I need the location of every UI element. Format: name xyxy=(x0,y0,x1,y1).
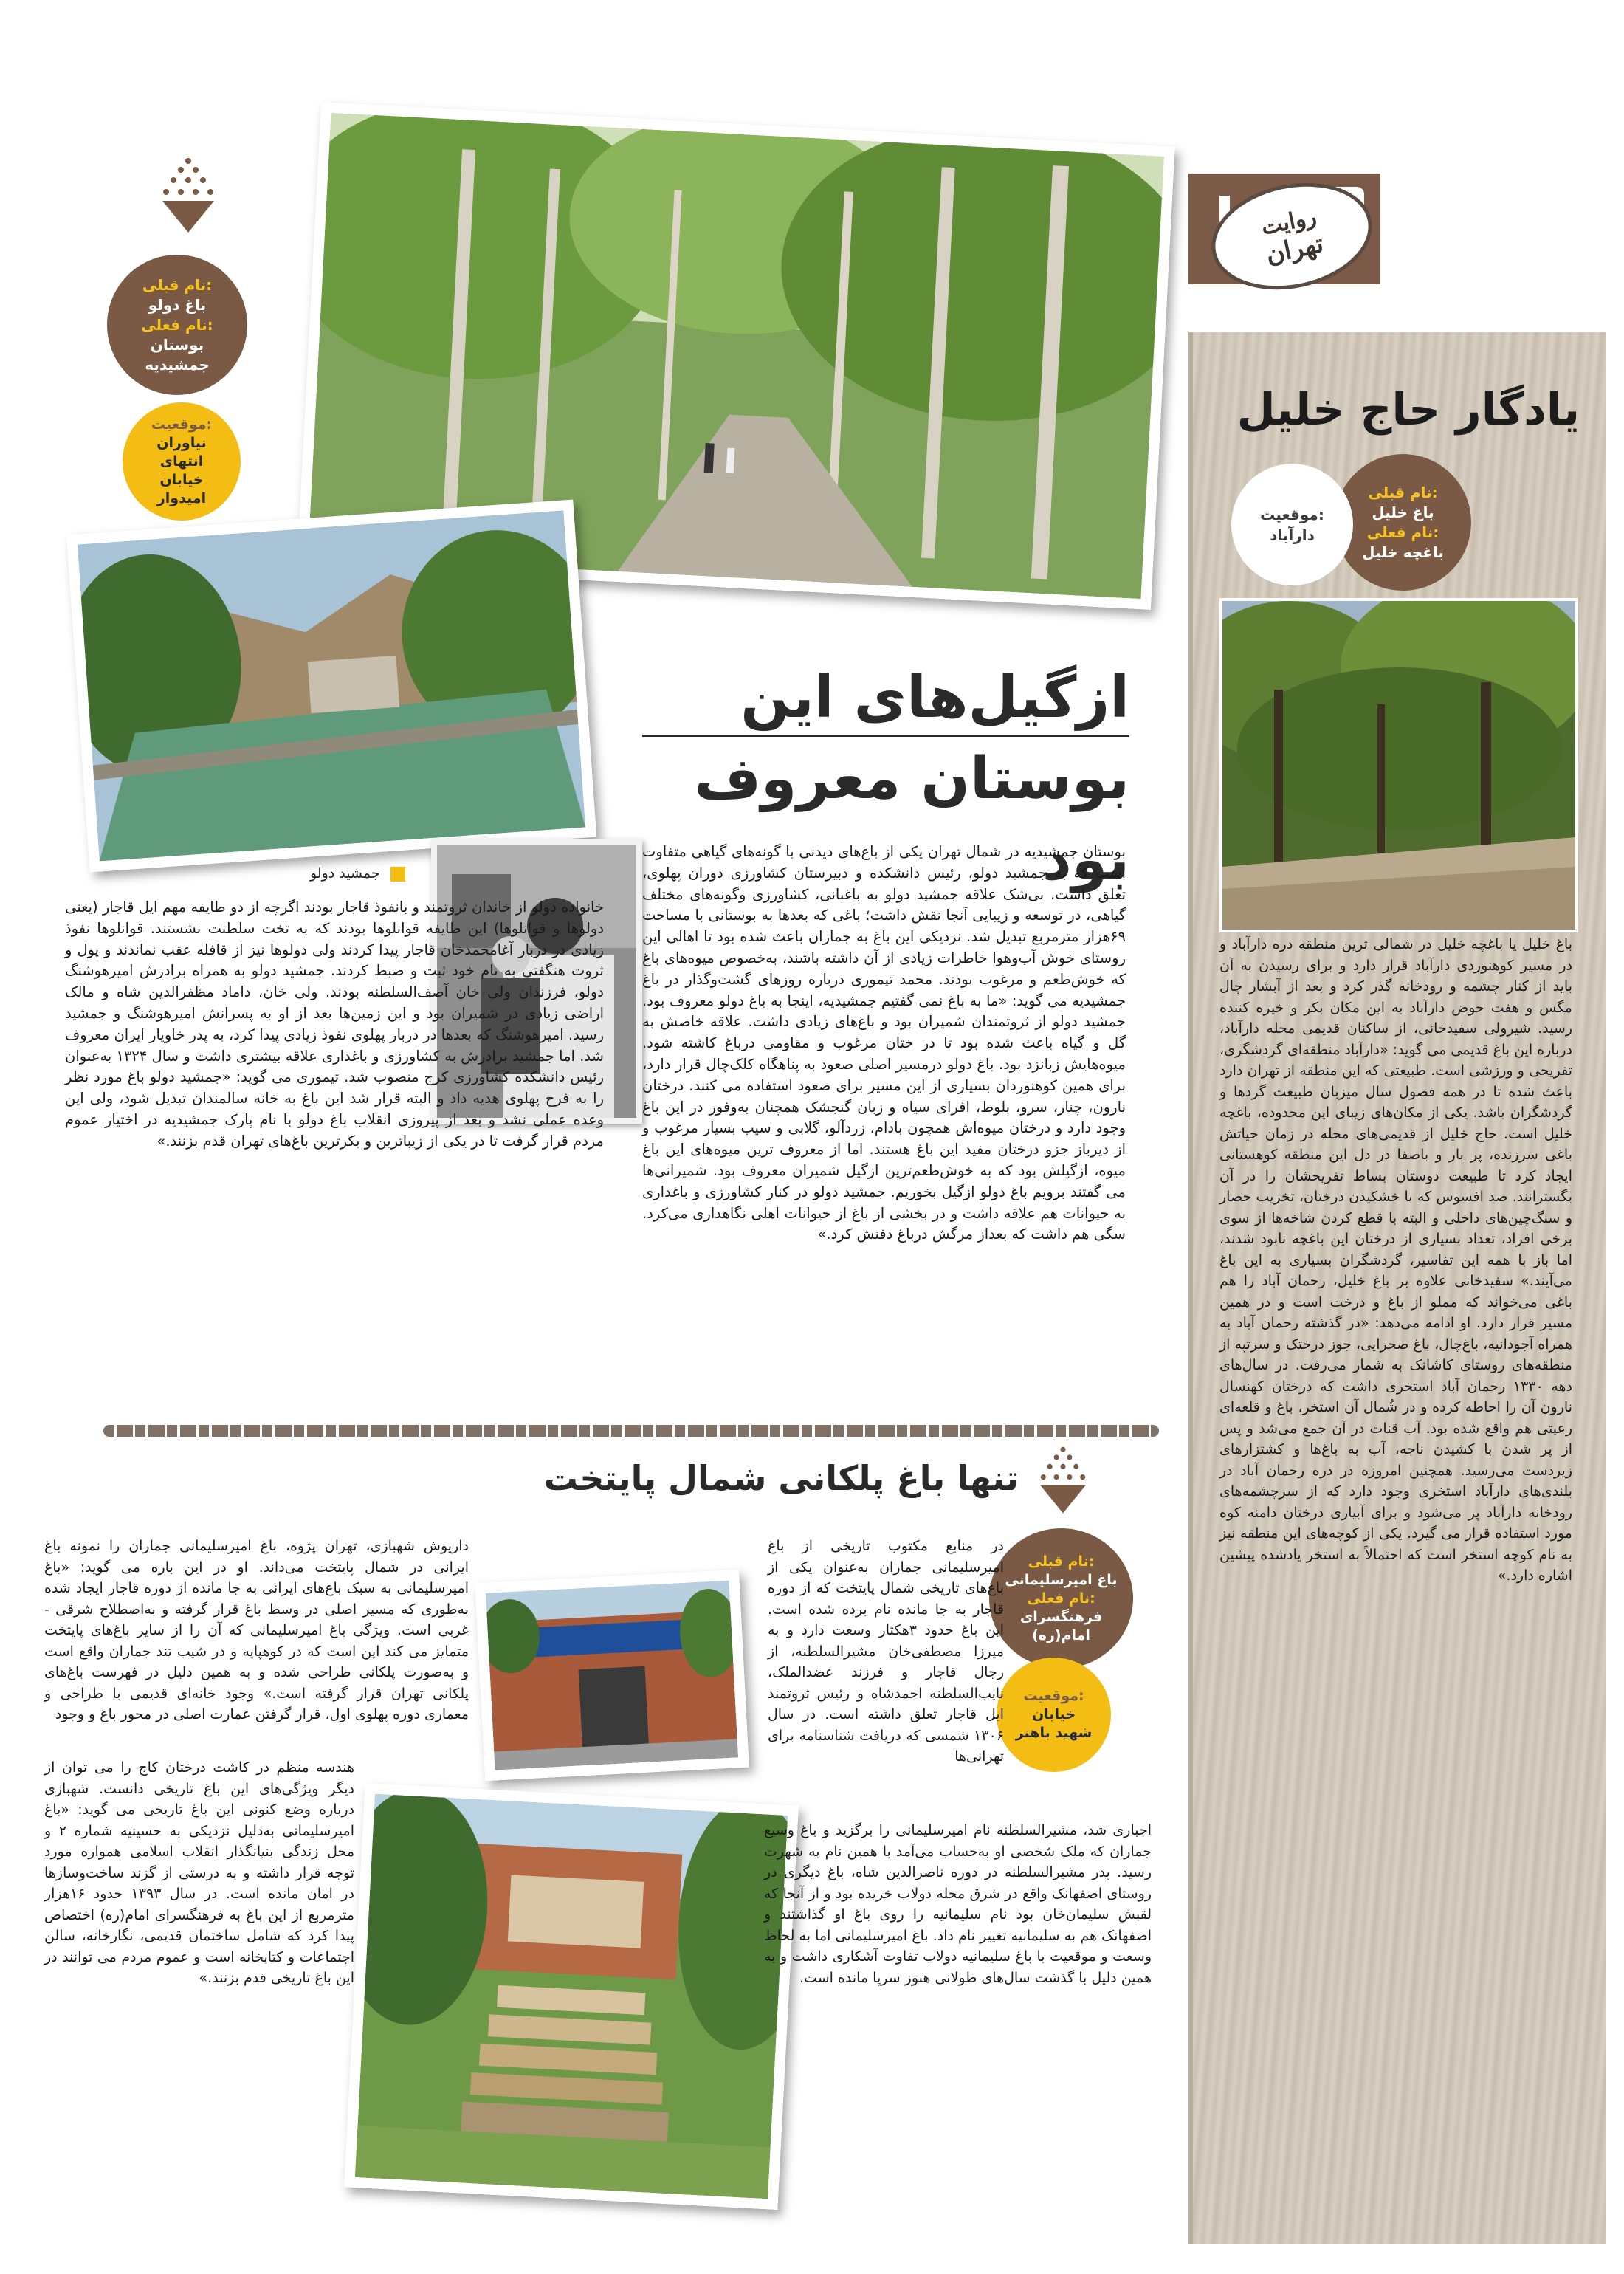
location-value: دارآباد xyxy=(1270,526,1315,544)
right-column-body: باغ خلیل یا باغچه خلیل در شمالی ترین منطقه دره دارآباد و در مسیر کوهنوردی دارآباد قرار دارد و برای رسیدن به آن باید از کنار چشمه و رودخانه گذر کرد و بعد از آبشار چال مگس و هفت حوض دارآباد به این مکان بکر و خیره کننده رسید. شیرولی سفیدخانی، از ساکنان قدیمی محله دارآباد، درباره این باغ قدیمی می گوید: «دارآباد منطقه‌ای گردشگری، تفریحی و ورزشی است. طبیعتی که این منطقه از تهران دارد باعث شده تا در همه فصول سال میزبان طبیعت گردها و گردشگران باشد. یکی از مکان‌های زیبای این محدوده، باغچه خلیل است. حاج خلیل از قدیمی‌های محله در زمان حیاتش باغی سرزنده، پر بار و باصفا در دل این منطقه کوهستانی ایجاد کرد تا طبیعت دوستان بساط تفریحشان را در آن بگسترانند. صد افسوس که با خشکیدن درختان، تخریب حصار و سنگ‌چین‌های داخلی و البته با قطع کردن شاخه‌ها از سوی برخی افراد، تعداد بسیاری از درختان این باغچه نابود شدند، اما باز با همه این تفاسیر، گردشگران بسیاری به این باغ می‌آیند.» سفیدخانی علاوه بر باغ خلیل، رحمان آباد را هم باغی می‌خواند که مملو از باغ و درخت است و در همین مسیر قرار دارد. او ادامه می‌دهد: «در گذشته رحمان آباد به همراه آجودانیه، باغ‌چال، باغ صحرایی، جوز درختک و سرتپه از منطقه‌های روستای کاشانک به شمار می‌رفت. در سال‌های دهه ۱۳۳۰ رحمان آباد استخری داشت که درختان کهنسال نارون آن را احاطه کرده و در شُمال آن استخر، باغ و قلعه‌ای رعیتی هم واقع شده بود. آب قنات در آن جمع می‌شد و پس از پر شدن با کشیدن ناجه، آب به باغ‌ها و کشتزارهای زیردست می‌رسید. همچنین امروزه در دره رحمان آباد در بلندی‌های دارآباد استخری وجود دارد که از سرچشمه‌های رودخانه دارآباد پر می‌شود و برای آبیاری درختان دامنه کوه مورد استفاده قرار می گیرد. یکی از کوچه‌های این منطقه نیز به نام کوچه استخر است که احتمالاً به استخر یادشده پیشین اشاره دارد.» xyxy=(1219,936,1572,1584)
khalil-garden-photo xyxy=(1219,598,1578,932)
caption-marker xyxy=(390,867,405,882)
section2-body-c: داریوش شهبازی، تهران پژوه، باغ امیرسلیمانی جماران را نمونه باغ ایرانی در شمال پایتخت می‌داند. او در این باره می گوید: «باغ امیرسلیمانی به سبک باغ‌های ایرانی به جا مانده از دوره قاجار ایجاد شده به‌طوری که مسیر اصلی در وسط باغ قرار گرفته و به‌اصطلاح شرقی - غربی است. ویژگی باغ امیرسلیمانی که آن را از سایر باغ‌های پایتخت متمایز می کند این است که در کوهپایه و در شیب تند جماران واقع است و به‌صورت پلکانی طراحی شده و به همین دلیل در فهرست باغ‌های پلکانی تهران قرار گرفته است.» وجود خانه‌ای قدیمی با طراحی و معماری دوره پهلوی اول، قرار گرفتن عمارت اصلی در محور باغ و وجود xyxy=(44,1538,469,1722)
badge-prev-label: نام قبلی: xyxy=(1028,1553,1095,1570)
badge-now-label: نام فعلی: xyxy=(1027,1590,1095,1607)
location-value: خیابان شهید باهنر xyxy=(1015,1706,1093,1741)
pond-photo-svg xyxy=(78,511,585,862)
badge-now-value: باغچه خلیل xyxy=(1362,543,1444,561)
farhangsara-entrance-photo xyxy=(475,1570,749,1781)
section1-left-body: خانواده دولو از خاندان ثروتمند و بانفوذ قاجار بودند اگرچه از دو طایفه مهم ایل قاجار (یعنی دولوها و قوانلوها) این طایفه قوانلوها بودند که به تخت سلطنت نشستند. قوانلوها نفوذ زیادی در دربار آغامحمدخان قاجار پیدا کردند ولی دولوها نیز از قافله عقب نماندند و پول و ثروت هنگفتی به نام خود ثبت و ضبط کردند. جمشید دولو به همراه برادرش امیرهوشنگ دولو، فرزندان ولی خان آصف‌السلطنه بودند. ولی خان، داماد مظفرالدین شاه و مالک اراضی زیادی در شمیران بود و این زمین‌ها بعد از او به پسرانش امیرهوشنگ و جمشید رسید. امیرهوشنگ که بعدها در دربار پهلوی نفوذ زیادی پیدا کرد، به پدر خاویار ایران معروف شد. اما جمشید برادرش به کشاورزی و باغداری علاقه بیشتری داشت و سال ۱۳۲۴ به‌عنوان رئیس دانشکده کشاورزی کرج منصوب شد. تیموری می گوید: «جمشید دولو باغ مورد نظر را به فرح پهلوی هدیه داد و البته قرار شد این باغ به خانه سالمندان تبدیل شود، ولی این وعده عملی نشد و بعد از پیروزی انقلاب باغ دولو با نام پارک جمشیدیه در اختیار عموم مردم قرار گرفت تا در یکی از زیباترین و بکرترین باغ‌های تهران قدم بزنند.» xyxy=(65,899,604,1150)
section2-title: تنها باغ پلکانی شمال پایتخت xyxy=(543,1458,1019,1498)
section-divider xyxy=(103,1425,1159,1437)
location-label: موقعیت: xyxy=(1023,1688,1084,1704)
section2-body-b: اجباری شد، مشیرالسلطنه نام امیرسلیمانی را برگزید و باغ وسیع جماران که ملک شخصی او به‌حساب می‌آمد با همین نام به شهرت رسید. پدر مشیرالسلطنه در دوره ناصرالدین شاه، باغ دیگری در روستای اصفهانک واقع در شرق محله دولاب خریده بود و از آنجا که لقبش سلیمان‌خان بود نام سلیمانیه را روی باغ او گذاشتند و اصفهانک هم به سلیمانیه تغییر نام داد. باغ امیرسلیمانی اما به لحاظ وسعت و موقعیت با باغ سلیمانیه دولاب تفاوت آشکاری داشت و به همین دلیل با گذشت سال‌های طولانی هنوز سرپا مانده است. xyxy=(764,1822,1152,1986)
stamp-line1: روایت xyxy=(1259,203,1319,241)
section1-name-badge xyxy=(107,255,247,395)
badge-now-value: بوستان جمشیدیه xyxy=(145,335,210,374)
garden-photo-svg xyxy=(1222,601,1575,930)
location-label: موقعیت: xyxy=(1260,505,1324,523)
caption-text: جمشید دولو xyxy=(310,865,380,882)
mansion-photo-svg xyxy=(355,1794,788,2199)
arrow-down-icon xyxy=(1033,1443,1093,1517)
badge-now-label: نام فعلی: xyxy=(1366,523,1439,541)
stamp-line2: تهران xyxy=(1263,228,1327,269)
badge-now-value: فرهنگسرای امام(ره) xyxy=(1019,1608,1103,1643)
badge-prev-value: باغ دولو xyxy=(148,295,207,314)
section2-name-badge xyxy=(989,1528,1133,1669)
title-underline xyxy=(642,735,1129,737)
amirsoleimani-mansion-photo xyxy=(344,1783,799,2210)
badge-prev-label: نام قبلی: xyxy=(142,275,213,294)
right-column-title: یادگار حاج خلیل xyxy=(1236,384,1580,436)
right-name-badge xyxy=(1335,454,1471,591)
badge-prev-label: نام قبلی: xyxy=(1368,483,1438,501)
section2-body-a: در منابع مکتوب تاریخی از باغ امیرسلیمانی جماران به‌عنوان یکی از باغ‌های تاریخی شمال پایتخت که از دوره قاجار به جا مانده نام برده شده است. این باغ حدود ۳هکتار وسعت دارد و به میرزا مصطفی‌خان مشیرالسلطنه، از رجال قاجار و فرزند عضدالملک، نایب‌السلطنه احمدشاه و رئیس ثروتمند ایل قاجار تعلق داشته است. در سال ۱۳۰۶ شمسی که دریافت شناسنامه برای تهرانی‌ها xyxy=(768,1538,1005,1765)
title-line2: بوستان معروف بود xyxy=(694,746,1129,893)
entrance-photo-svg xyxy=(486,1581,738,1770)
section1-main-body: بوستان جمشیدیه در شمال تهران یکی از باغ‌های دیدنی با گونه‌های گیاهی متفاوت است که به جمشید دولو، رئیس دانشکده و دبیرستان کشاورزی دوران پهلوی، تعلق داشت. بی‌شک علاقه جمشید دولو به باغبانی، کشاورزی وگونه‌های مختلف گیاهی، در توسعه و زیبایی آنجا نقش داشت؛ باغی که بعدها به بوستانی با مساحت ۶۹هزار مترمربع تبدیل شد. نزدیکی این باغ به جماران باعث شده بود تا اهالی این روستای خوش آب‌وهوا خاطرات زیادی از آن داشته باشند، به‌خصوص میوه‌های باغ که خوش‌طعم و مرغوب بودند. محمد تیموری درباره روزهای گشت‌وگذار در باغ جمشیدیه می گوید: «ما به باغ نمی گفتیم جمشیدیه، اینجا به باغ دولو معروف بود. جمشید دولو از ثروتمندان شمیران بود و باغ‌های زیادی داشت. علاقه خاصش به گل و گیاه باعث شده بود تا در ختان مرغوب و مقاومی درباغ کاشته شود. میوه‌هایش زبانزد بود. باغ دولو درمسیر اصلی صعود به پناهگاه کلک‌چال قرار دارد، برای همین کوهنوردان بسیاری از این مسیر برای صعود استفاده می کنند. درختان نارون، چنار، سرو، بلوط، افرای سیاه و زبان گنجشک همچنان به‌وفور در این باغ وجود دارد و درختان میوه‌اش همچون بادام، زردآلو، گلابی و سیب بسیار مرغوب و از دیرباز جزو درختان مفید این باغ هستند. اما از معروف ترین میوه‌های این باغ میوه، ازگیلش بود که به خوش‌طعم‌ترین ازگیل شمیران معروف بود. شمیرانی‌ها می گفتند برویم باغ دولو ازگیل بخوریم. جمشید دولو در کنار کشاورزی و باغداری به حیوانات هم علاقه داشت و در بخشی از باغ از حیوانات اهلی نگاهداری می‌کرد. سگی هم داشت که بعداز مرگش درباغ دفنش کرد.» xyxy=(642,843,1126,1243)
location-label: موقعیت: xyxy=(151,416,213,433)
section2-body-d: هندسه منظم در کاشت درختان کاج را می توان از دیگر ویژگی‌های این باغ تاریخی دانست. شهبازی درباره وضع کنونی این باغ تاریخی می گوید: «باغ امیرسلیمانی به‌دلیل نزدیکی به حسینیه شماره ۲ و محل زندگی بنیانگذار انقلاب اسلامی همواره مورد توجه قرار داشته و به درستی از گزند ساخت‌وسازها در امان مانده است. در سال ۱۳۹۳ حدود ۱۶هزار مترمربع از این باغ به فرهنگسرای امام(ره) اختصاص پیدا کرد که شامل ساختمان قدیمی، نگارخانه، سالن اجتماعات و کتابخانه است و عموم مردم می توانند در این باغ تاریخی قدم بزنند.» xyxy=(44,1759,354,1986)
badge-prev-value: باغ خلیل xyxy=(1372,503,1434,521)
section1-location-badge xyxy=(123,402,241,521)
location-value: نیاوران انتهای خیابان امیدوار xyxy=(156,434,207,506)
section2-location-badge xyxy=(997,1658,1111,1772)
jamshidieh-pond-photo xyxy=(66,500,596,873)
portrait-caption xyxy=(310,865,405,882)
badge-prev-value: باغ امیرسلیمانی xyxy=(1005,1571,1118,1588)
title-line1: ازگیل‌های این xyxy=(740,664,1129,731)
right-location-badge xyxy=(1231,464,1353,585)
badge-now-label: نام فعلی: xyxy=(141,315,213,334)
arrow-down-icon xyxy=(155,155,221,236)
